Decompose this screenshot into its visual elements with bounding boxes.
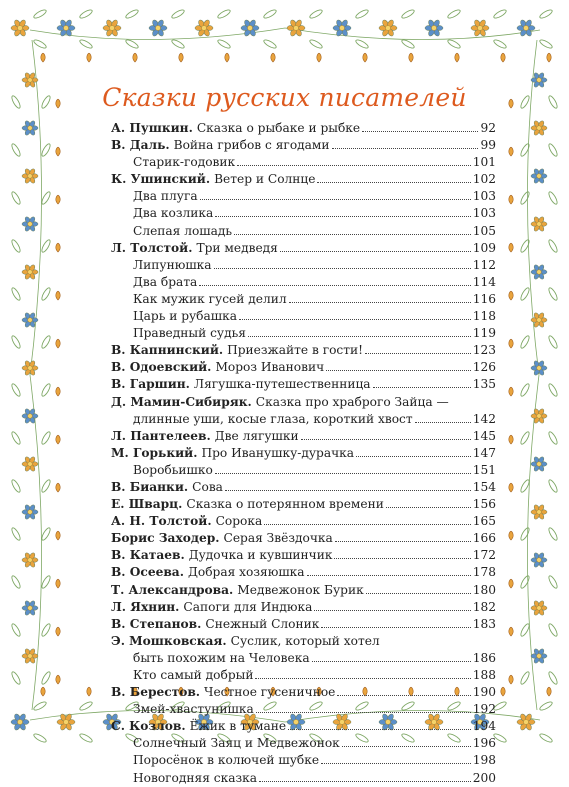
toc-author: В. Одоевский. [111, 360, 212, 375]
toc-leader-dots [307, 575, 471, 576]
toc-entry [111, 376, 496, 393]
toc-leader-dots [214, 268, 471, 269]
toc-page-number: 194 [472, 719, 496, 734]
toc-entry [111, 496, 496, 513]
table-of-contents [111, 120, 496, 787]
toc-title: Старик-годовик [133, 155, 236, 170]
toc-entry [111, 223, 496, 240]
toc-page-number: 145 [472, 428, 496, 443]
toc-title: Два козлика [133, 206, 214, 221]
toc-leader-dots [337, 695, 470, 696]
toc-leader-dots [200, 199, 471, 200]
toc-page-number: 180 [472, 582, 496, 597]
toc-author: В. Берестов. [111, 685, 201, 700]
toc-leader-dots [335, 541, 471, 542]
toc-title: Честное гусеничное [204, 685, 336, 700]
toc-leader-dots [237, 165, 471, 166]
toc-leader-dots [255, 678, 470, 679]
toc-title: Война грибов с ягодами [173, 138, 330, 153]
toc-leader-dots [366, 593, 471, 594]
toc-leader-dots [289, 302, 471, 303]
toc-leader-dots [215, 473, 471, 474]
toc-leader-dots [215, 216, 470, 217]
toc-entry [111, 616, 496, 633]
toc-entry [111, 394, 496, 411]
toc-title: Слепая лошадь [133, 223, 233, 238]
toc-leader-dots [332, 148, 479, 149]
toc-entry [111, 445, 496, 462]
toc-entry [111, 240, 496, 257]
toc-title: быть похожим на Человека [133, 650, 310, 665]
toc-title: Добрая хозяюшка [187, 565, 305, 580]
toc-page-number: 109 [472, 240, 496, 255]
toc-author: В. Катаев. [111, 548, 185, 563]
toc-title: Три медведя [196, 240, 278, 255]
toc-page-number: 154 [472, 479, 496, 494]
toc-entry [111, 479, 496, 496]
toc-author: С. Козлов. [111, 719, 186, 734]
toc-title: Липунюшка [133, 257, 212, 272]
toc-entry [111, 530, 496, 547]
toc-page-number: 188 [472, 668, 496, 682]
toc-author: Т. Александрова. [111, 582, 234, 597]
toc-title: длинные уши, косые глаза, короткий хвост [133, 411, 413, 426]
toc-leader-dots [415, 422, 471, 423]
toc-leader-dots [334, 558, 470, 559]
toc-leader-dots [239, 319, 471, 320]
toc-entry [111, 684, 496, 701]
toc-page-number: 200 [472, 770, 496, 785]
toc-title: Лягушка-путешественница [193, 377, 371, 392]
toc-page-number: 196 [472, 736, 496, 751]
toc-title: Ветер и Солнце [214, 172, 316, 187]
toc-entry [111, 564, 496, 581]
toc-page-number: 114 [472, 274, 496, 289]
toc-page-number: 142 [472, 411, 496, 426]
toc-page-number: 102 [472, 172, 496, 187]
toc-leader-dots [264, 524, 470, 525]
toc-page-number: 103 [472, 206, 496, 221]
toc-title: Кто самый добрый [133, 668, 254, 682]
toc-author: Борис Заходер. [111, 531, 220, 546]
toc-author: Е. Шварц. [111, 497, 183, 512]
toc-author: В. Гаршин. [111, 377, 190, 392]
toc-leader-dots [321, 627, 470, 628]
toc-entry [111, 633, 496, 650]
toc-page-number: 172 [472, 548, 496, 563]
toc-title: Воробьишко [133, 462, 213, 477]
toc-entry [111, 770, 496, 787]
toc-page-number: 182 [472, 599, 496, 614]
toc-entry [111, 599, 496, 616]
toc-title: Праведный судья [133, 326, 246, 341]
toc-title: Про Иванушку-дурачка [201, 445, 355, 460]
toc-author: В. Бианки. [111, 479, 189, 494]
toc-leader-dots [234, 234, 471, 235]
toc-entry [111, 752, 496, 769]
toc-page-number: 119 [472, 326, 496, 341]
toc-entry [111, 325, 496, 342]
toc-entry [111, 411, 496, 428]
toc-entry [111, 701, 496, 718]
toc-author: Э. Мошковская. [111, 633, 227, 648]
toc-title: Снежный Слоник [205, 616, 320, 631]
toc-leader-dots [259, 781, 471, 782]
toc-entry [111, 428, 496, 445]
toc-leader-dots [321, 763, 471, 764]
toc-entry [111, 291, 496, 308]
toc-page-number: 198 [472, 753, 496, 768]
toc-leader-dots [317, 182, 470, 183]
toc-leader-dots [248, 336, 471, 337]
toc-entry [111, 171, 496, 188]
toc-title: Две лягушки [214, 428, 299, 443]
toc-page-number: 156 [472, 497, 496, 512]
toc-author: В. Даль. [111, 138, 170, 153]
toc-leader-dots [373, 387, 471, 388]
toc-entry [111, 342, 496, 359]
toc-author: Д. Мамин-Сибиряк. [111, 394, 252, 409]
toc-author: А. Пушкин. [111, 121, 193, 135]
toc-title: Сказка о рыбаке и рыбке [196, 121, 361, 135]
toc-page-number: 178 [472, 565, 496, 580]
toc-entry [111, 257, 496, 274]
toc-entry [111, 188, 496, 205]
toc-page-number: 105 [472, 223, 496, 238]
toc-title: Царь и рубашка [133, 309, 237, 324]
toc-page-number: 147 [472, 445, 496, 460]
toc-entry [111, 547, 496, 564]
toc-page-number: 123 [472, 343, 496, 358]
toc-author: Л. Пантелеев. [111, 428, 211, 443]
toc-leader-dots [199, 285, 470, 286]
toc-leader-dots [326, 370, 471, 371]
toc-leader-dots [386, 507, 471, 508]
toc-leader-dots [312, 661, 471, 662]
toc-entry [111, 462, 496, 479]
toc-entry [111, 137, 496, 154]
toc-leader-dots [225, 490, 471, 491]
toc-entry [111, 650, 496, 667]
toc-leader-dots [314, 610, 470, 611]
toc-page-number: 186 [472, 650, 496, 665]
toc-author: В. Осеева. [111, 565, 184, 580]
toc-leader-dots [256, 712, 471, 713]
toc-leader-dots [356, 456, 471, 457]
toc-page-number: 151 [472, 462, 496, 477]
toc-page-number: 165 [472, 514, 496, 529]
toc-leader-dots [365, 353, 471, 354]
toc-page-number: 190 [472, 685, 496, 700]
toc-title: Поросёнок в колючей шубке [133, 753, 320, 768]
toc-page-number: 192 [472, 702, 496, 717]
toc-entry [111, 308, 496, 325]
toc-author: Л. Яхнин. [111, 599, 180, 614]
toc-author: В. Степанов. [111, 616, 202, 631]
toc-title: Сова [192, 479, 223, 494]
toc-title: Новогодняя сказка [133, 770, 258, 785]
toc-title: Сорока [215, 514, 263, 529]
toc-entry [111, 359, 496, 376]
toc-author: В. Капнинский. [111, 343, 224, 358]
toc-page-number: 116 [472, 291, 496, 306]
toc-title: Суслик, который хотел [230, 633, 380, 648]
toc-entry [111, 667, 496, 684]
toc-page-number: 126 [472, 360, 496, 375]
toc-title: Как мужик гусей делил [133, 291, 287, 306]
toc-page-number: 103 [472, 189, 496, 204]
toc-title: Серая Звёздочка [223, 531, 333, 546]
toc-author: А. Н. Толстой. [111, 514, 212, 529]
toc-leader-dots [280, 251, 471, 252]
toc-author: М. Горький. [111, 445, 198, 460]
page-title: Сказки русских писателей [102, 83, 467, 112]
toc-page-number: 101 [472, 155, 496, 170]
toc-page-number: 99 [480, 138, 496, 153]
toc-page-number: 135 [472, 377, 496, 392]
toc-title: Солнечный Заяц и Медвежонок [133, 736, 340, 751]
toc-entry [111, 120, 496, 137]
toc-leader-dots [288, 729, 471, 730]
toc-title: Ёжик в тумане [189, 719, 287, 734]
toc-leader-dots [342, 746, 471, 747]
toc-leader-dots [301, 439, 471, 440]
toc-title: Два брата [133, 274, 198, 289]
toc-author: Л. Толстой. [111, 240, 193, 255]
toc-entry [111, 582, 496, 599]
toc-entry [111, 718, 496, 735]
toc-title: Змей-хвастунишка [133, 702, 254, 717]
toc-page-number: 92 [480, 121, 496, 135]
toc-title: Медвежонок Бурик [237, 582, 364, 597]
toc-entry [111, 513, 496, 530]
toc-page-number: 112 [472, 257, 496, 272]
toc-entry [111, 205, 496, 222]
toc-page-number: 118 [472, 309, 496, 324]
toc-entry [111, 154, 496, 171]
toc-page-number: 166 [472, 531, 496, 546]
toc-title: Два плуга [133, 189, 198, 204]
toc-leader-dots [362, 131, 478, 132]
toc-title: Сапоги для Индюка [183, 599, 313, 614]
toc-title: Приезжайте в гости! [227, 343, 364, 358]
toc-page-number: 183 [472, 616, 496, 631]
toc-title: Сказка о потерянном времени [186, 497, 384, 512]
toc-title: Дудочка и кувшинчик [188, 548, 333, 563]
toc-title: Мороз Иванович [215, 360, 325, 375]
toc-title: Сказка про храброго Зайца — [255, 394, 449, 409]
toc-entry [111, 274, 496, 291]
toc-author: К. Ушинский. [111, 172, 211, 187]
